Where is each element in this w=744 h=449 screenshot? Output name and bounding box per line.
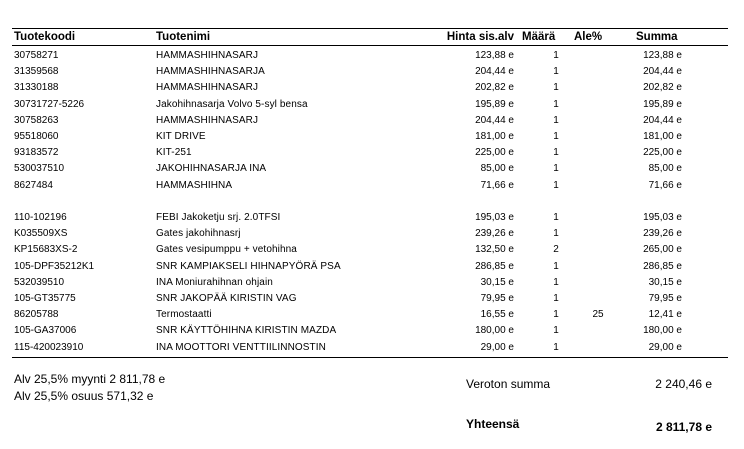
item-code: 95518060: [14, 131, 59, 142]
item-sum: 30,15 e: [648, 276, 682, 288]
item-qty: 1: [553, 98, 559, 110]
item-code: 93183572: [14, 147, 59, 159]
item-code: 8627484: [14, 179, 53, 191]
item-name: INA Moniurahihnan ohjain: [156, 276, 273, 288]
item-code: KP15683XS-2: [14, 244, 78, 256]
item-price: 225,00 e: [475, 147, 514, 159]
item-qty: 1: [553, 131, 559, 142]
item-qty: 1: [553, 276, 559, 288]
col-header-discount: Ale%: [574, 31, 603, 43]
item-discount: 25: [592, 309, 604, 321]
item-name: HAMMASHIHNASARJ: [156, 50, 259, 61]
table-row: [0, 48, 744, 64]
item-price: 286,85 e: [475, 260, 514, 272]
col-header-sum: Summa: [636, 31, 678, 43]
item-price: 181,00 e: [475, 131, 514, 142]
item-name: Gates vesipumppu + vetohihna: [156, 244, 297, 256]
item-price: 29,00 e: [480, 341, 514, 353]
item-price: 79,95 e: [480, 293, 514, 304]
item-code: 115-420023910: [14, 341, 84, 353]
item-code: 30758263: [14, 114, 59, 126]
item-sum: 265,00 e: [643, 244, 682, 256]
item-sum: 204,44 e: [643, 66, 682, 78]
item-code: 532039510: [14, 276, 65, 288]
item-name: Termostaatti: [156, 309, 212, 321]
item-sum: 180,00 e: [643, 325, 682, 337]
net-total-value: 2 240,46 e: [655, 377, 712, 391]
item-code: 30731727-5226: [14, 98, 85, 110]
bottom-rule: [12, 357, 728, 358]
item-price: 132,50 e: [475, 244, 514, 256]
item-price: 204,44 e: [475, 114, 514, 126]
item-qty: 1: [553, 147, 559, 159]
item-sum: 79,95 e: [648, 293, 682, 304]
item-qty: 1: [553, 179, 559, 191]
item-code: 31359568: [14, 66, 59, 78]
item-code: 110-102196: [14, 212, 67, 223]
item-name: SNR KAMPIAKSELI HIHNAPYÖRÄ PSA: [156, 260, 341, 272]
grand-total-value: 2 811,78 e: [655, 420, 712, 434]
table-row: [0, 161, 744, 177]
item-name: HAMMASHIHNASARJ: [156, 82, 259, 94]
header-rule: [12, 45, 728, 46]
item-name: INA MOOTTORI VENTTIILINNOSTIN: [156, 341, 326, 353]
item-name: HAMMASHIHNA: [156, 179, 233, 191]
item-name: SNR KÄYTTÖHIHNA KIRISTIN MAZDA: [156, 325, 337, 337]
item-sum: 195,03 e: [643, 212, 682, 223]
table-row: [0, 307, 744, 323]
col-header-price: Hinta sis.alv: [446, 31, 514, 43]
item-price: 85,00 e: [480, 163, 514, 175]
item-sum: 85,00 e: [648, 163, 682, 175]
table-row: [0, 259, 744, 275]
table-row: [0, 291, 744, 307]
item-sum: 181,00 e: [643, 131, 682, 142]
table-row: [0, 129, 744, 145]
item-price: 195,89 e: [475, 98, 514, 110]
item-sum: 204,44 e: [643, 114, 682, 126]
item-qty: 1: [553, 82, 559, 94]
item-name: Jakohihnasarja Volvo 5-syl bensa: [156, 98, 308, 110]
item-qty: 1: [553, 114, 559, 126]
item-code: 30758271: [14, 50, 59, 61]
table-row: [0, 145, 744, 161]
net-total-label: Veroton summa: [466, 377, 551, 391]
item-qty: 1: [553, 325, 559, 337]
item-price: 202,82 e: [475, 82, 514, 94]
item-name: HAMMASHIHNASARJ: [156, 114, 259, 126]
item-code: 530037510: [14, 163, 65, 175]
table-row: [0, 80, 744, 96]
item-sum: 195,89 e: [643, 98, 682, 110]
table-row: [0, 113, 744, 129]
table-row: [0, 275, 744, 291]
item-price: 239,26 e: [475, 228, 514, 240]
item-qty: 1: [553, 260, 559, 272]
item-qty: 1: [553, 293, 559, 304]
item-code: 105-GT35775: [14, 293, 76, 304]
item-qty: 1: [553, 66, 559, 78]
item-sum: 225,00 e: [643, 147, 682, 159]
item-sum: 29,00 e: [648, 341, 682, 353]
item-name: HAMMASHIHNASARJA: [156, 66, 265, 78]
item-qty: 1: [553, 341, 559, 353]
item-sum: 286,85 e: [643, 260, 682, 272]
item-price: 16,55 e: [480, 309, 514, 321]
item-price: 30,15 e: [480, 276, 514, 288]
item-name: KIT DRIVE: [156, 131, 206, 142]
item-sum: 239,26 e: [643, 228, 682, 240]
item-price: 71,66 e: [480, 179, 514, 191]
top-rule: [12, 28, 728, 29]
item-price: 204,44 e: [475, 66, 514, 78]
item-code: 105-GA37006: [14, 325, 77, 337]
vat-share: Alv 25,5% osuus 571,32 e: [14, 389, 154, 403]
item-qty: 2: [553, 244, 559, 256]
vat-sales: Alv 25,5% myynti 2 811,78 e: [14, 372, 166, 386]
table-row: [0, 210, 744, 226]
table-row: [0, 64, 744, 80]
item-qty: 1: [553, 228, 559, 240]
item-name: FEBI Jakoketju srj. 2.0TFSI: [156, 212, 281, 223]
item-sum: 12,41 e: [648, 309, 682, 321]
table-row: [0, 242, 744, 258]
item-price: 180,00 e: [475, 325, 514, 337]
col-header-qty: Määrä: [522, 31, 556, 43]
table-row: [0, 226, 744, 242]
item-code: K035509XS: [14, 228, 68, 240]
table-row: [0, 97, 744, 113]
table-row: [0, 178, 744, 194]
grand-total-label: Yhteensä: [466, 417, 520, 431]
col-header-name: Tuotenimi: [156, 31, 211, 43]
item-sum: 202,82 e: [643, 82, 682, 94]
item-name: JAKOHIHNASARJA INA: [156, 163, 267, 175]
table-row: [0, 323, 744, 339]
table-row: [0, 340, 744, 356]
item-name: SNR JAKOPÄÄ KIRISTIN VAG: [156, 293, 297, 304]
item-sum: 123,88 e: [643, 50, 682, 61]
item-qty: 1: [553, 50, 559, 61]
item-name: Gates jakohihnasrj: [156, 228, 241, 240]
item-code: 86205788: [14, 309, 59, 321]
item-qty: 1: [553, 212, 559, 223]
item-sum: 71,66 e: [648, 179, 682, 191]
item-price: 123,88 e: [475, 50, 514, 61]
item-price: 195,03 e: [475, 212, 514, 223]
item-qty: 1: [553, 163, 559, 175]
col-header-code: Tuotekoodi: [14, 31, 76, 43]
item-name: KIT-251: [156, 147, 192, 159]
item-code: 31330188: [14, 82, 59, 94]
item-code: 105-DPF35212K1: [14, 260, 95, 272]
item-qty: 1: [553, 309, 559, 321]
